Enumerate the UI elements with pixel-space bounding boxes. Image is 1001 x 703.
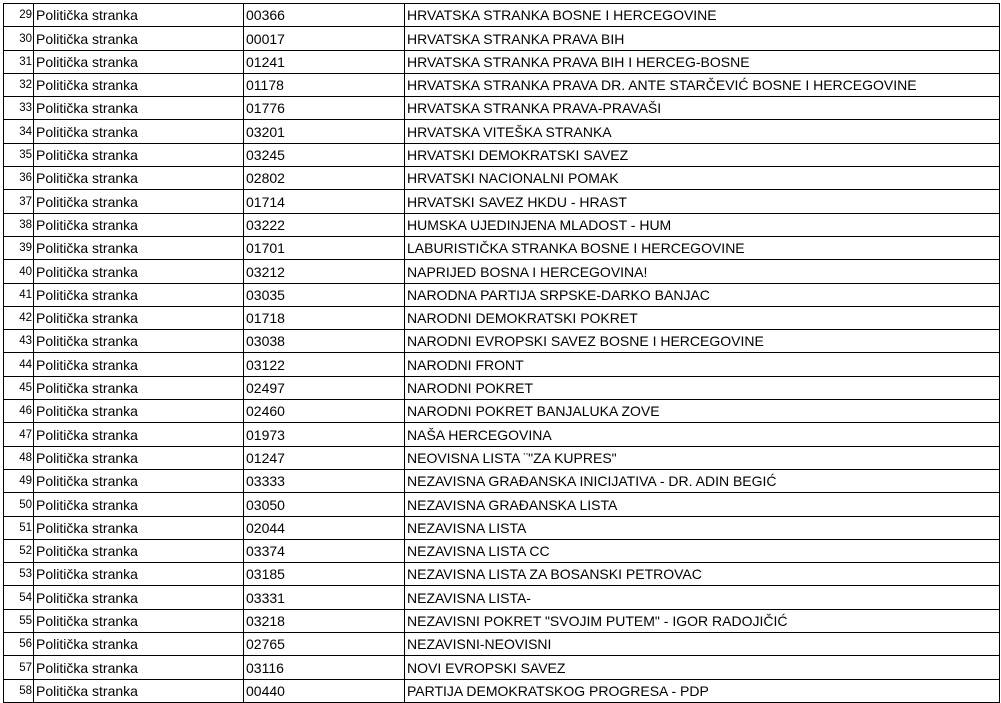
table-row xyxy=(4,516,1000,539)
party-list-sheet xyxy=(3,3,1000,703)
party-name-cell: HRVATSKI SAVEZ HKDU - HRAST xyxy=(405,190,1000,213)
entity-type-cell: Politička stranka xyxy=(34,236,244,259)
entity-type-cell: Politička stranka xyxy=(34,586,244,609)
party-code-cell: 03331 xyxy=(244,586,405,609)
party-code-cell: 01701 xyxy=(244,236,405,259)
table-row xyxy=(4,539,1000,562)
row-number-cell: 29 xyxy=(4,4,34,27)
table-row xyxy=(4,376,1000,399)
table-row xyxy=(4,260,1000,283)
table-row xyxy=(4,143,1000,166)
row-number-cell: 36 xyxy=(4,167,34,190)
party-name-cell: HRVATSKI DEMOKRATSKI SAVEZ xyxy=(405,143,1000,166)
party-code-cell: 03374 xyxy=(244,539,405,562)
entity-type-cell: Politička stranka xyxy=(34,679,244,702)
party-code-cell: 02765 xyxy=(244,633,405,656)
row-number-cell: 30 xyxy=(4,27,34,50)
party-code-cell: 03218 xyxy=(244,609,405,632)
entity-type-cell: Politička stranka xyxy=(34,469,244,492)
party-code-cell: 03050 xyxy=(244,493,405,516)
entity-type-cell: Politička stranka xyxy=(34,656,244,679)
party-name-cell: HRVATSKA STRANKA PRAVA DR. ANTE STARČEVIĆ BOSNE I HERCEGOVINE xyxy=(405,73,1000,96)
table-row xyxy=(4,330,1000,353)
entity-type-cell: Politička stranka xyxy=(34,213,244,236)
party-code-cell: 01714 xyxy=(244,190,405,213)
entity-type-cell: Politička stranka xyxy=(34,306,244,329)
party-code-cell: 00366 xyxy=(244,4,405,27)
row-number-cell: 41 xyxy=(4,283,34,306)
table-row xyxy=(4,400,1000,423)
row-number-cell: 56 xyxy=(4,633,34,656)
entity-type-cell: Politička stranka xyxy=(34,376,244,399)
table-row xyxy=(4,306,1000,329)
party-code-cell: 00440 xyxy=(244,679,405,702)
table-row xyxy=(4,4,1000,27)
table-row xyxy=(4,50,1000,73)
party-code-cell: 03185 xyxy=(244,563,405,586)
row-number-cell: 33 xyxy=(4,97,34,120)
party-name-cell: HRVATSKA STRANKA BOSNE I HERCEGOVINE xyxy=(405,4,1000,27)
entity-type-cell: Politička stranka xyxy=(34,633,244,656)
party-name-cell: NEZAVISNI POKRET "SVOJIM PUTEM" - IGOR RADOJIČIĆ xyxy=(405,609,1000,632)
table-row xyxy=(4,283,1000,306)
party-code-cell: 02497 xyxy=(244,376,405,399)
table-row xyxy=(4,586,1000,609)
table-row xyxy=(4,679,1000,702)
entity-type-cell: Politička stranka xyxy=(34,73,244,96)
entity-type-cell: Politička stranka xyxy=(34,4,244,27)
party-name-cell: NARODNI DEMOKRATSKI POKRET xyxy=(405,306,1000,329)
row-number-cell: 31 xyxy=(4,50,34,73)
table-row xyxy=(4,190,1000,213)
table-row xyxy=(4,633,1000,656)
row-number-cell: 53 xyxy=(4,563,34,586)
table-row xyxy=(4,446,1000,469)
row-number-cell: 37 xyxy=(4,190,34,213)
party-name-cell: LABURISTIČKA STRANKA BOSNE I HERCEGOVINE xyxy=(405,236,1000,259)
table-row xyxy=(4,563,1000,586)
party-name-cell: NARODNI POKRET xyxy=(405,376,1000,399)
table-row xyxy=(4,167,1000,190)
row-number-cell: 47 xyxy=(4,423,34,446)
party-name-cell: NEOVISNA LISTA ¨"ZA KUPRES" xyxy=(405,446,1000,469)
row-number-cell: 44 xyxy=(4,353,34,376)
row-number-cell: 35 xyxy=(4,143,34,166)
entity-type-cell: Politička stranka xyxy=(34,50,244,73)
party-name-cell: NARODNI FRONT xyxy=(405,353,1000,376)
entity-type-cell: Politička stranka xyxy=(34,190,244,213)
row-number-cell: 40 xyxy=(4,260,34,283)
row-number-cell: 45 xyxy=(4,376,34,399)
row-number-cell: 58 xyxy=(4,679,34,702)
party-code-cell: 03333 xyxy=(244,469,405,492)
entity-type-cell: Politička stranka xyxy=(34,400,244,423)
party-name-cell: PARTIJA DEMOKRATSKOG PROGRESA - PDP xyxy=(405,679,1000,702)
row-number-cell: 57 xyxy=(4,656,34,679)
entity-type-cell: Politička stranka xyxy=(34,97,244,120)
party-name-cell: NAŠA HERCEGOVINA xyxy=(405,423,1000,446)
row-number-cell: 48 xyxy=(4,446,34,469)
row-number-cell: 49 xyxy=(4,469,34,492)
party-code-cell: 01973 xyxy=(244,423,405,446)
party-name-cell: NEZAVISNA LISTA CC xyxy=(405,539,1000,562)
row-number-cell: 52 xyxy=(4,539,34,562)
party-code-cell: 02802 xyxy=(244,167,405,190)
party-code-cell: 00017 xyxy=(244,27,405,50)
party-code-cell: 03035 xyxy=(244,283,405,306)
row-number-cell: 55 xyxy=(4,609,34,632)
party-code-cell: 01776 xyxy=(244,97,405,120)
table-row xyxy=(4,609,1000,632)
party-name-cell: NARODNA PARTIJA SRPSKE-DARKO BANJAC xyxy=(405,283,1000,306)
table-row xyxy=(4,73,1000,96)
table-row xyxy=(4,493,1000,516)
row-number-cell: 34 xyxy=(4,120,34,143)
table-row xyxy=(4,353,1000,376)
table-row xyxy=(4,27,1000,50)
party-name-cell: HRVATSKA VITEŠKA STRANKA xyxy=(405,120,1000,143)
party-code-cell: 01718 xyxy=(244,306,405,329)
row-number-cell: 50 xyxy=(4,493,34,516)
party-code-cell: 01247 xyxy=(244,446,405,469)
entity-type-cell: Politička stranka xyxy=(34,446,244,469)
party-code-cell: 02460 xyxy=(244,400,405,423)
party-table-body xyxy=(4,4,1000,703)
entity-type-cell: Politička stranka xyxy=(34,143,244,166)
entity-type-cell: Politička stranka xyxy=(34,539,244,562)
row-number-cell: 46 xyxy=(4,400,34,423)
party-name-cell: HRVATSKA STRANKA PRAVA BIH I HERCEG-BOSNE xyxy=(405,50,1000,73)
party-name-cell: NEZAVISNI-NEOVISNI xyxy=(405,633,1000,656)
row-number-cell: 38 xyxy=(4,213,34,236)
party-name-cell: NEZAVISNA LISTA- xyxy=(405,586,1000,609)
entity-type-cell: Politička stranka xyxy=(34,516,244,539)
row-number-cell: 51 xyxy=(4,516,34,539)
party-table xyxy=(3,3,1000,703)
row-number-cell: 42 xyxy=(4,306,34,329)
table-row xyxy=(4,120,1000,143)
entity-type-cell: Politička stranka xyxy=(34,120,244,143)
table-row xyxy=(4,213,1000,236)
entity-type-cell: Politička stranka xyxy=(34,27,244,50)
party-name-cell: NEZAVISNA GRAĐANSKA INICIJATIVA - DR. ADIN BEGIĆ xyxy=(405,469,1000,492)
party-name-cell: NOVI EVROPSKI SAVEZ xyxy=(405,656,1000,679)
party-code-cell: 03201 xyxy=(244,120,405,143)
party-name-cell: NAPRIJED BOSNA I HERCEGOVINA! xyxy=(405,260,1000,283)
party-code-cell: 03212 xyxy=(244,260,405,283)
party-name-cell: HRVATSKI NACIONALNI POMAK xyxy=(405,167,1000,190)
party-code-cell: 03116 xyxy=(244,656,405,679)
entity-type-cell: Politička stranka xyxy=(34,493,244,516)
party-name-cell: HRVATSKA STRANKA PRAVA-PRAVAŠI xyxy=(405,97,1000,120)
row-number-cell: 39 xyxy=(4,236,34,259)
table-row xyxy=(4,97,1000,120)
party-code-cell: 01178 xyxy=(244,73,405,96)
entity-type-cell: Politička stranka xyxy=(34,330,244,353)
party-code-cell: 03222 xyxy=(244,213,405,236)
party-name-cell: NARODNI EVROPSKI SAVEZ BOSNE I HERCEGOVINE xyxy=(405,330,1000,353)
entity-type-cell: Politička stranka xyxy=(34,167,244,190)
party-name-cell: NEZAVISNA GRAĐANSKA LISTA xyxy=(405,493,1000,516)
entity-type-cell: Politička stranka xyxy=(34,260,244,283)
entity-type-cell: Politička stranka xyxy=(34,423,244,446)
party-name-cell: HRVATSKA STRANKA PRAVA BIH xyxy=(405,27,1000,50)
party-name-cell: HUMSKA UJEDINJENA MLADOST - HUM xyxy=(405,213,1000,236)
party-code-cell: 02044 xyxy=(244,516,405,539)
table-row xyxy=(4,469,1000,492)
party-name-cell: NEZAVISNA LISTA xyxy=(405,516,1000,539)
entity-type-cell: Politička stranka xyxy=(34,609,244,632)
party-name-cell: NEZAVISNA LISTA ZA BOSANSKI PETROVAC xyxy=(405,563,1000,586)
entity-type-cell: Politička stranka xyxy=(34,283,244,306)
party-name-cell: NARODNI POKRET BANJALUKA ZOVE xyxy=(405,400,1000,423)
row-number-cell: 54 xyxy=(4,586,34,609)
entity-type-cell: Politička stranka xyxy=(34,353,244,376)
party-code-cell: 03245 xyxy=(244,143,405,166)
table-row xyxy=(4,236,1000,259)
table-row xyxy=(4,656,1000,679)
party-code-cell: 03122 xyxy=(244,353,405,376)
party-code-cell: 03038 xyxy=(244,330,405,353)
row-number-cell: 32 xyxy=(4,73,34,96)
party-code-cell: 01241 xyxy=(244,50,405,73)
row-number-cell: 43 xyxy=(4,330,34,353)
entity-type-cell: Politička stranka xyxy=(34,563,244,586)
table-row xyxy=(4,423,1000,446)
